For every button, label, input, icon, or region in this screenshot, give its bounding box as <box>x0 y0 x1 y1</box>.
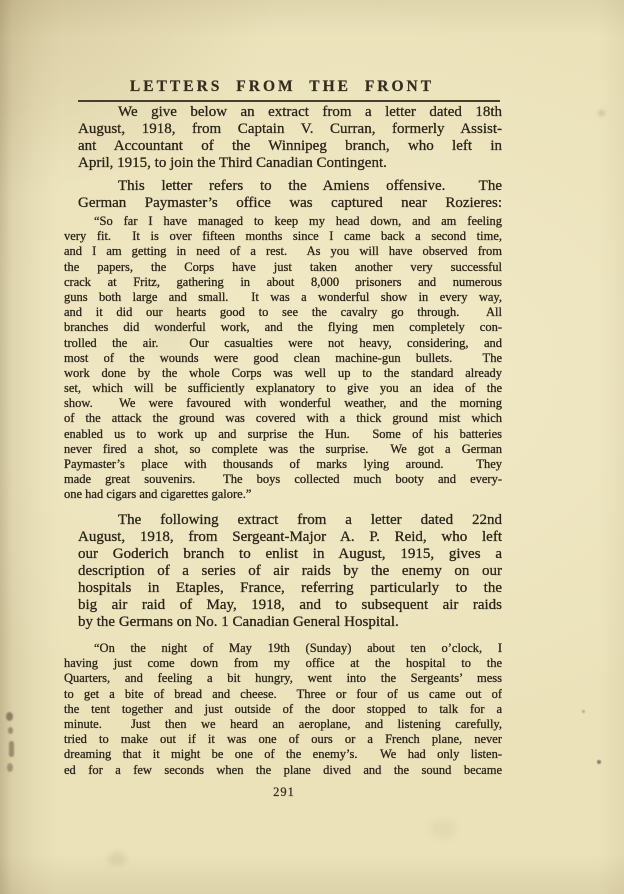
paper-stain <box>150 300 190 360</box>
text-line: “On the night of May 19th (Sunday) about ten o’clock, I <box>94 641 502 655</box>
text-line: and I am getting in need of a rest. As you will have observed from <box>64 244 502 259</box>
text-line: most of the wounds were good clean machine-gun bullets. The <box>64 350 502 365</box>
text-line: The following extract from a letter dated 22nd <box>118 512 502 528</box>
text-line: our Goderich branch to enlist in August, 1915, gives a <box>78 546 502 562</box>
binding-ink-mark <box>7 763 13 772</box>
text-line: and it did our hearts good to see the cavalry go through. All <box>64 305 502 320</box>
text-line: Quarters, and feeling a bit hungry, went into the Sergeants’ mess <box>64 671 502 686</box>
text-line: tried to make out if it was one of ours or a French plane, never <box>64 732 502 747</box>
text-line: the papers, the Corps have just taken another very successful <box>64 259 502 274</box>
text-line: “So far I have managed to keep my head down, and am feeling <box>94 214 502 228</box>
running-head-title: LETTERS FROM THE FRONT <box>129 78 435 95</box>
text-line: branches did wonderful work, and the flying men completely con- <box>64 320 502 335</box>
header-rule <box>78 100 500 102</box>
text-line: minute. Just then we heard an aeroplane, and listening carefully, <box>64 716 502 731</box>
text-line: This letter refers to the Amiens offensive. The <box>118 178 502 194</box>
paper-speck <box>582 710 585 713</box>
text-line: set, which will be sufficiently explanatory to give you an idea of the <box>64 381 502 396</box>
text-line: having just come down from my office at the hospital to the <box>64 656 502 671</box>
paper-speck <box>598 110 605 116</box>
paper-stain <box>430 820 456 838</box>
text-line: description of a series of air raids by the enemy on our <box>78 563 502 579</box>
paper-speck <box>597 760 601 764</box>
text-line: work done by the whole Corps was well up to the standard already <box>64 365 502 380</box>
binding-ink-mark <box>6 712 13 721</box>
text-line: the tent together and just outside of the door stopped to talk for a <box>64 701 502 716</box>
text-line: very fit. It is over fifteen months since I came back a second time, <box>64 229 502 244</box>
text-line: big air raid of May, 1918, and to subsequent air raids <box>78 597 502 613</box>
paragraph-amiens-note <box>78 178 502 212</box>
text-line: one had cigars and cigarettes galore.” <box>64 487 252 502</box>
text-line: enabled us to work up and surprise the Hun. Some of his batteries <box>64 426 502 441</box>
text-line: hospitals in Etaples, France, referring particularly to the <box>78 580 502 596</box>
letter-excerpt-reid <box>64 641 502 778</box>
text-line: April, 1915, to join the Third Canadian Contingent. <box>78 155 387 171</box>
text-line: Paymaster’s place with thousands of marks lying around. They <box>64 457 502 471</box>
text-line: We give below an extract from a letter dated 18th <box>118 104 502 120</box>
paragraph-intro-curran <box>78 104 502 172</box>
text-line: German Paymaster’s office was captured near Rozieres: <box>78 195 502 211</box>
text-line: show. We were favoured with wonderful weather, and the morning <box>64 396 502 411</box>
text-line: trolled the air. Our casualties were not heavy, considering, and <box>64 335 502 350</box>
text-line: ed for a few seconds when the plane dived and the sound became <box>64 762 502 777</box>
text-line: of the attack the ground was covered with a thick ground mist which <box>64 411 502 426</box>
letter-excerpt-curran <box>64 214 502 503</box>
page-number: 291 <box>273 785 295 799</box>
binding-ink-mark <box>9 741 14 757</box>
text-line: guns both large and small. It was a wonderful show in every way, <box>64 289 502 304</box>
text-line: made great souvenirs. The boys collected much booty and every- <box>64 472 502 487</box>
text-line: dreaming that it might be one of the enemy’s. We had only listen- <box>64 747 502 762</box>
binding-ink-mark <box>8 727 13 734</box>
text-line: ant Accountant of the Winnipeg branch, who left in <box>78 138 502 154</box>
text-line: crack at Fritz, gathering in about 8,000 prisoners and numerous <box>64 274 502 289</box>
text-line: August, 1918, from Captain V. Curran, formerly Assist- <box>78 121 502 137</box>
text-line: never fired a shot, so complete was the surprise. We got a German <box>64 441 502 456</box>
text-line: August, 1918, from Sergeant-Major A. P. Reid, who left <box>78 529 502 545</box>
paper-stain <box>108 852 126 866</box>
text-line: by the Germans on No. 1 Canadian General Hospital. <box>78 614 399 630</box>
paragraph-intro-reid <box>78 512 502 631</box>
text-line: to get a bite of bread and cheese. Three or four of us came out of <box>64 686 502 701</box>
